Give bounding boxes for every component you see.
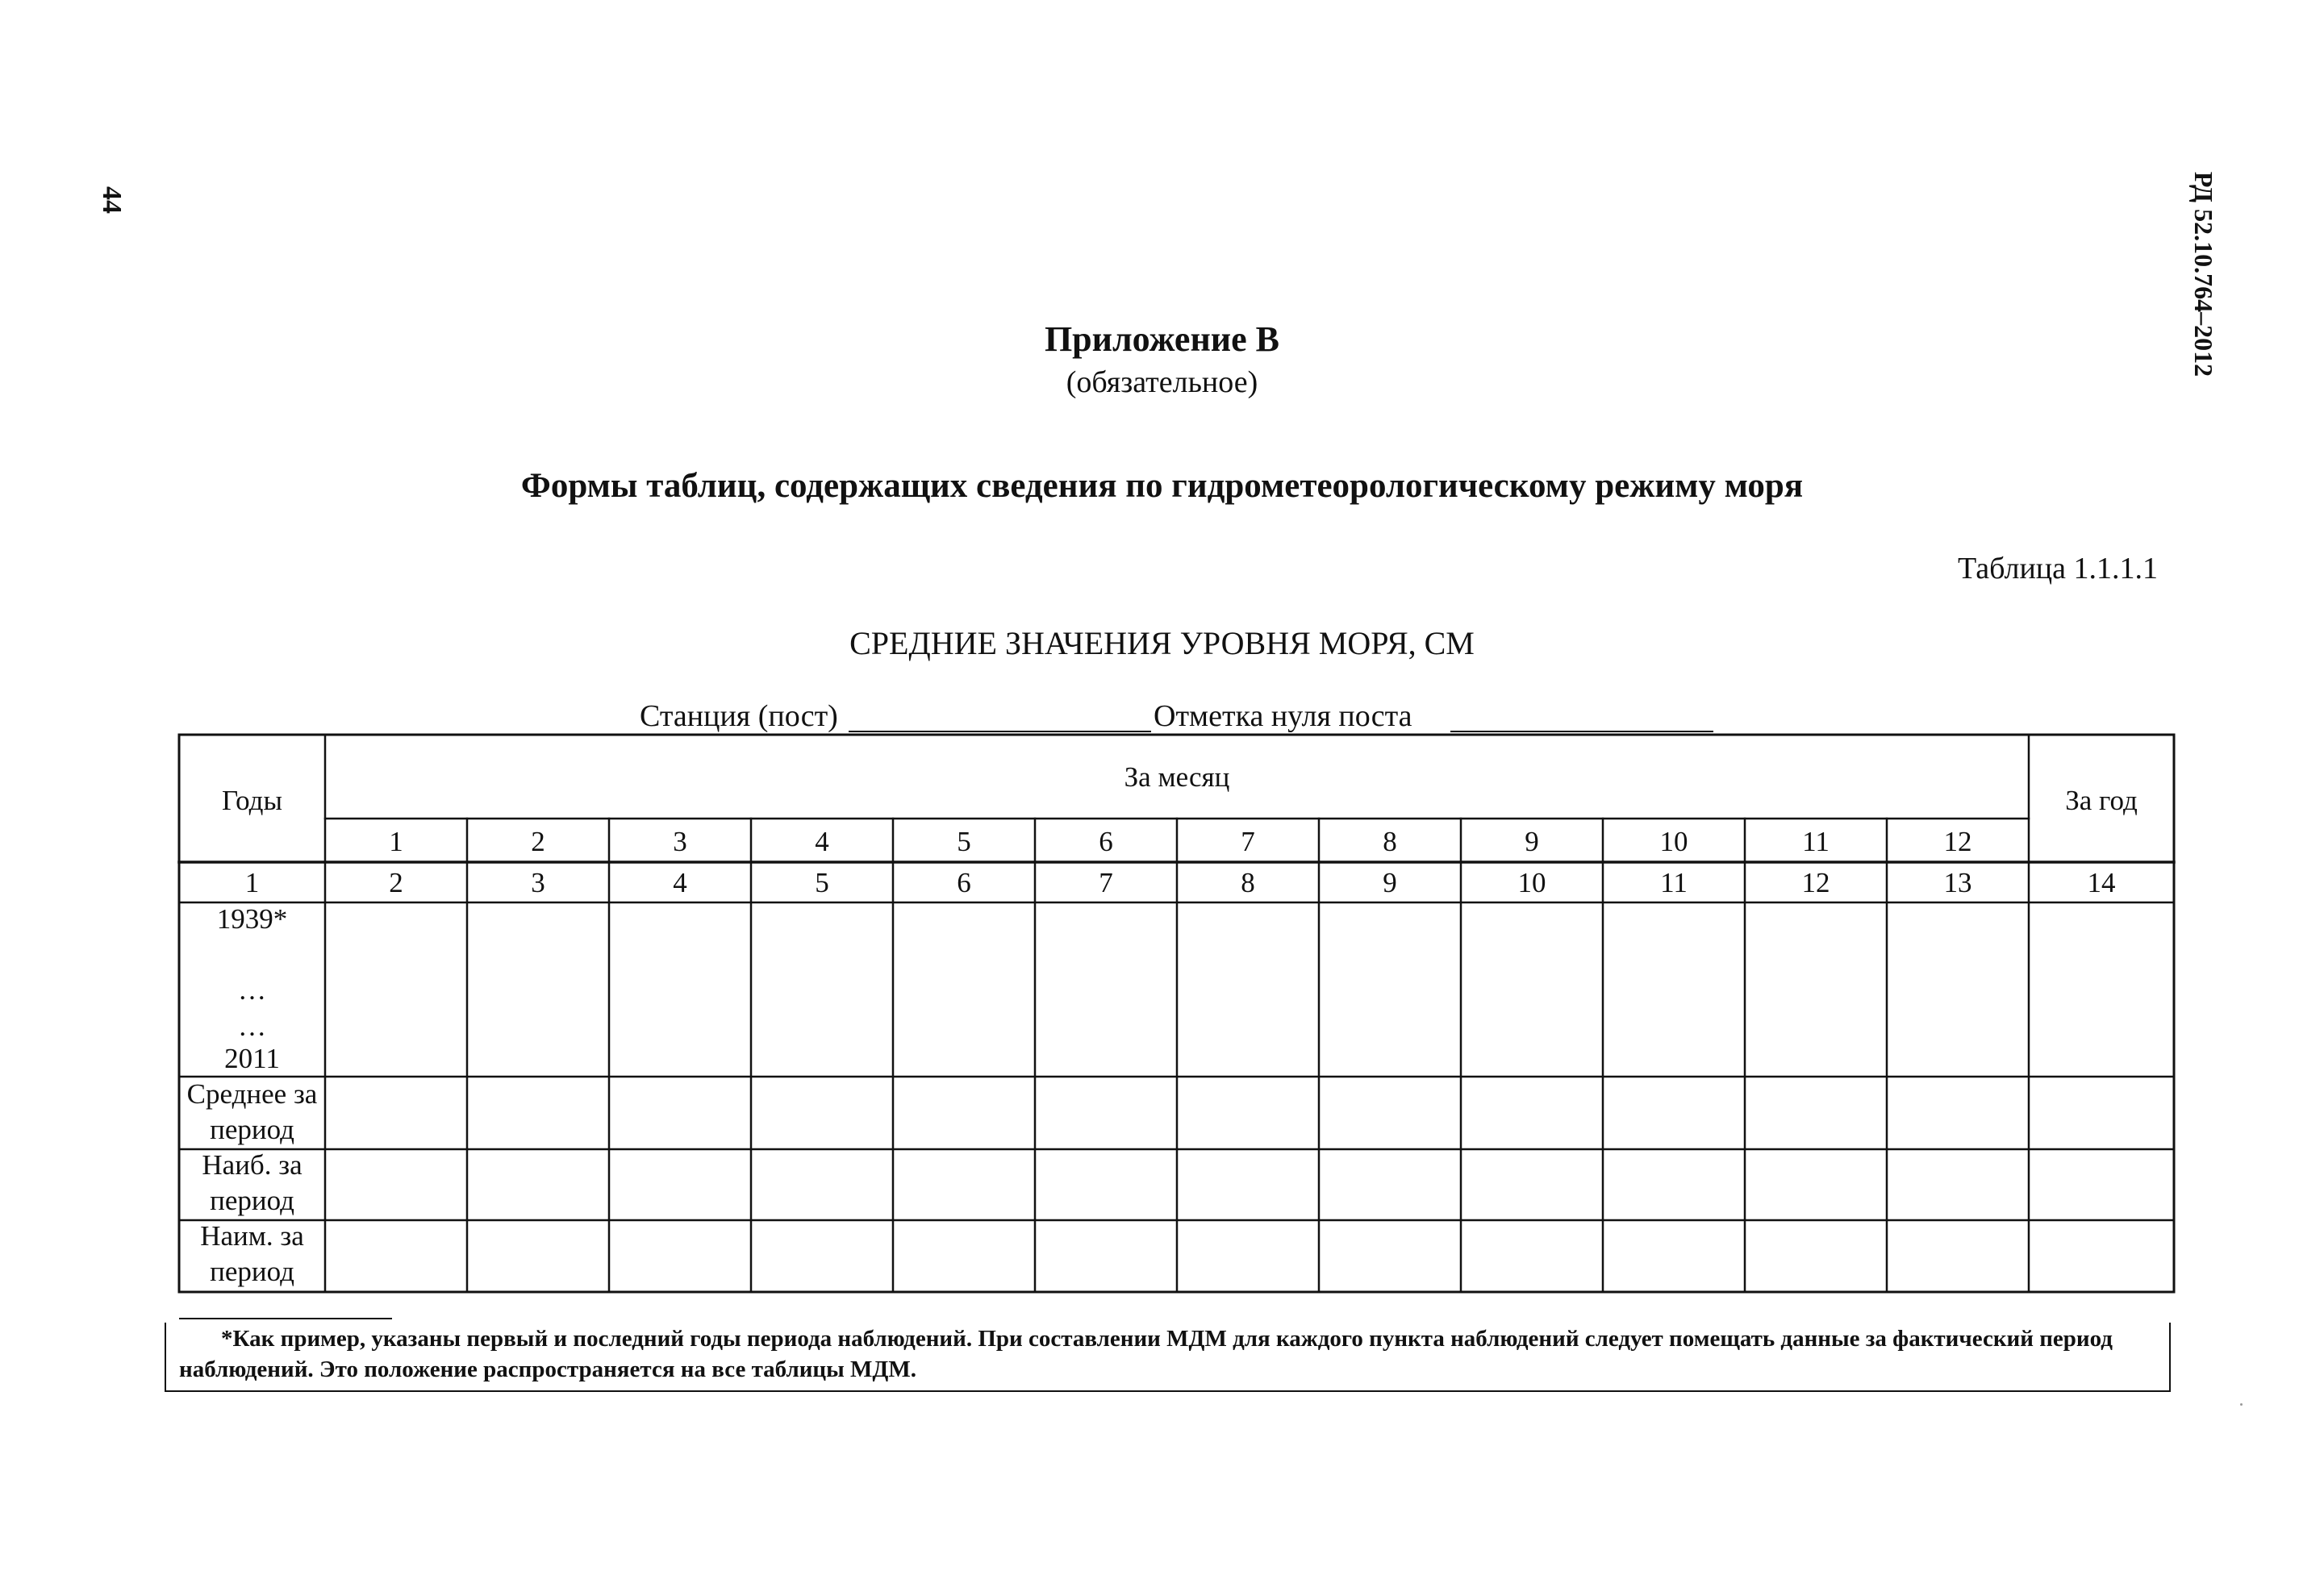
- year-row-label: 1939*: [216, 903, 288, 935]
- month-header-9: 9: [1525, 826, 1539, 857]
- month-header-6: 6: [1099, 826, 1113, 857]
- document-code: РД 52.10.764–2012: [2189, 171, 2218, 377]
- column-number-8: 8: [1241, 867, 1255, 898]
- header-month-group: За месяц: [1124, 761, 1230, 793]
- zero-mark-label: Отметка нуля поста: [1154, 699, 1412, 733]
- appendix-subtitle: (обязательное): [1066, 365, 1258, 399]
- column-number-1: 1: [244, 867, 260, 898]
- month-header-5: 5: [957, 826, 971, 857]
- footnote-rule: [179, 1318, 392, 1319]
- header-year-total: За год: [2065, 785, 2138, 816]
- column-number-10: 10: [1517, 867, 1546, 898]
- year-row-label: …: [238, 974, 266, 1006]
- column-number-13: 13: [1943, 867, 1972, 898]
- column-number-7: 7: [1099, 867, 1113, 898]
- table-title: СРЕДНИЕ ЗНАЧЕНИЯ УРОВНЯ МОРЯ, СМ: [849, 625, 1475, 661]
- column-number-4: 4: [673, 867, 687, 898]
- station-label: Станция (пост): [640, 699, 838, 733]
- month-header-7: 7: [1241, 826, 1255, 857]
- month-header-11: 11: [1802, 826, 1830, 857]
- month-header-8: 8: [1383, 826, 1397, 857]
- column-number-5: 5: [815, 867, 829, 898]
- column-number-3: 3: [531, 867, 545, 898]
- appendix-title: Приложение В: [1044, 319, 1280, 359]
- page-number: 44: [97, 186, 127, 214]
- summary-row-label: Среднее за период: [186, 1078, 318, 1145]
- scan-speck: [2240, 1403, 2243, 1406]
- month-header-1: 1: [389, 826, 403, 857]
- year-row-label: …: [238, 1011, 266, 1042]
- summary-row-label: Наиб. за период: [202, 1149, 302, 1216]
- footnote-text: *Как пример, указаны первый и последний годы периода наблюдений. При составлении МДМ для каждого пункта наблюдений следует помещать данные за фактический период наблюдений. Это положение распространяется на все таблицы МДМ.: [179, 1326, 2113, 1382]
- column-number-9: 9: [1383, 867, 1397, 898]
- month-header-12: 12: [1943, 826, 1972, 857]
- header-years: Годы: [222, 785, 282, 816]
- table-label: Таблица 1.1.1.1: [1957, 552, 2158, 585]
- summary-row-label: Наим. за период: [200, 1220, 304, 1287]
- forms-heading: Формы таблиц, содержащих сведения по гидрометеорологическому режиму моря: [520, 467, 1804, 505]
- month-header-2: 2: [531, 826, 545, 857]
- column-number-11: 11: [1660, 867, 1688, 898]
- column-number-12: 12: [1801, 867, 1830, 898]
- column-number-2: 2: [389, 867, 403, 898]
- column-number-14: 14: [2087, 867, 2116, 898]
- month-header-3: 3: [673, 826, 687, 857]
- year-row-label: 2011: [224, 1043, 280, 1074]
- month-header-4: 4: [815, 826, 829, 857]
- month-header-10: 10: [1659, 826, 1688, 857]
- column-number-6: 6: [957, 867, 971, 898]
